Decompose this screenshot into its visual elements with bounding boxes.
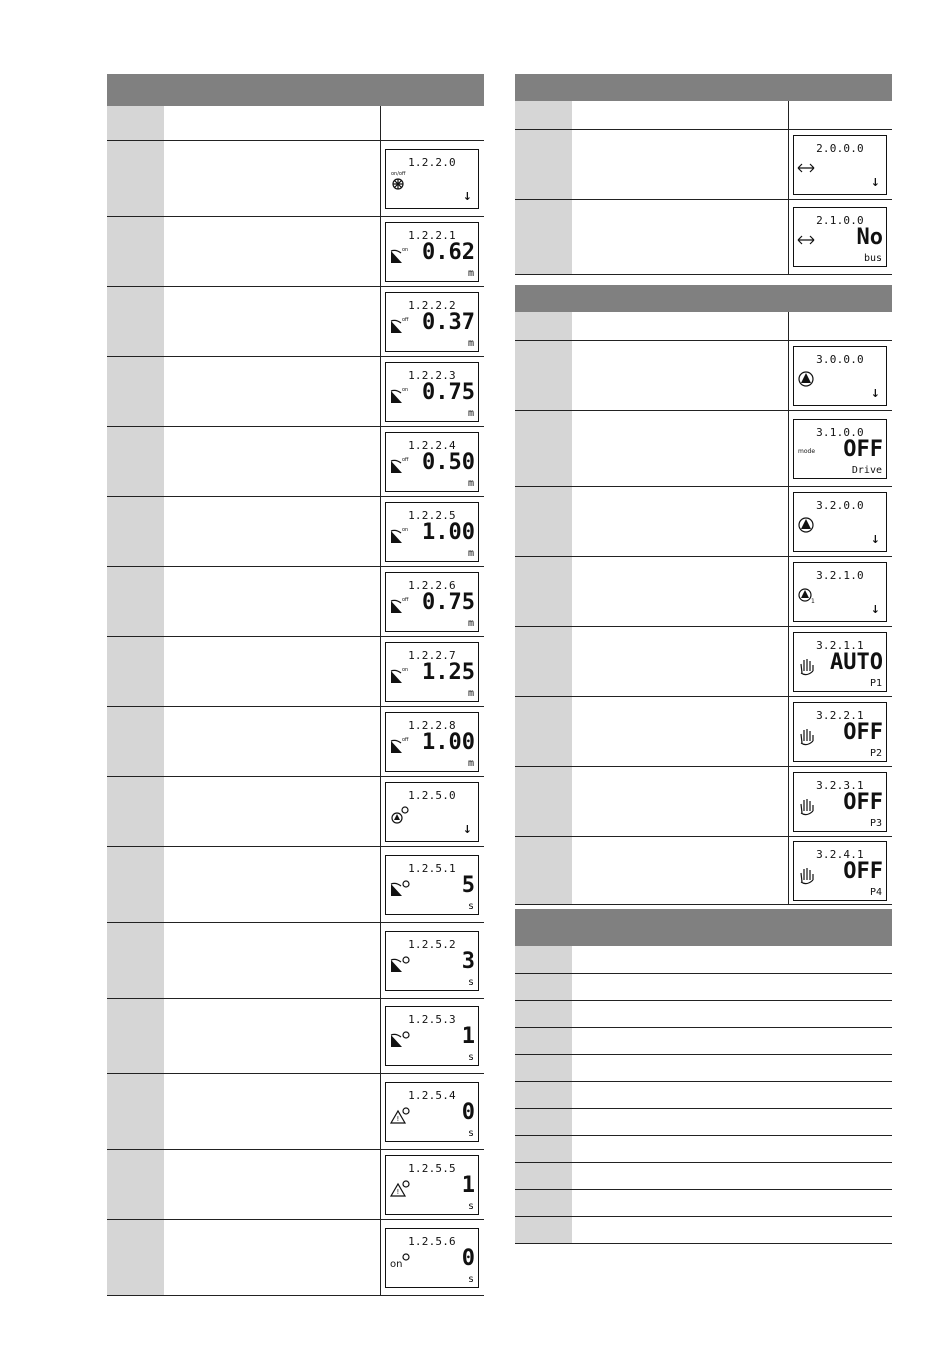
- alarm-timer-icon: [388, 1103, 412, 1127]
- menu-code: 3.0.0.0: [816, 353, 864, 366]
- display-column-cell: [380, 1220, 381, 1295]
- table-column-header-row: [107, 106, 484, 141]
- number-column-cell: [515, 200, 572, 274]
- display-value: 0.62: [422, 240, 475, 265]
- table-header-bar: [515, 74, 892, 101]
- lcd-display: [793, 419, 887, 479]
- display-unit: m: [467, 688, 474, 699]
- svg-text:on/off: on/off: [391, 171, 406, 177]
- level-off-icon: [388, 313, 412, 337]
- pump-icon: [796, 513, 820, 537]
- menu-code: 1.2.2.1: [408, 229, 456, 242]
- display-column-cell: [788, 312, 789, 340]
- number-column-cell: [107, 217, 164, 286]
- table-row: [515, 1082, 892, 1109]
- display-unit: m: [467, 548, 474, 559]
- lcd-display: [385, 712, 479, 772]
- display-column-cell: [380, 287, 381, 356]
- menu-code: 3.2.1.1: [816, 639, 864, 652]
- table-column-header-row: [515, 312, 892, 341]
- number-column-cell: [515, 411, 572, 486]
- lcd-display: [385, 362, 479, 422]
- display-label: mode: [798, 448, 816, 455]
- display-unit: s: [467, 1201, 474, 1212]
- right-menu-table-bus: [515, 74, 892, 275]
- table-row: [515, 627, 892, 697]
- svg-text:!: !: [396, 1115, 400, 1123]
- lcd-display: [793, 632, 887, 692]
- table-row: [107, 567, 484, 637]
- menu-code: 1.2.5.6: [408, 1235, 456, 1248]
- number-column-cell: [107, 923, 164, 998]
- number-column-cell: [515, 341, 572, 410]
- table-row: [515, 200, 892, 275]
- display-value: 0.50: [422, 450, 475, 475]
- table-row: [515, 1217, 892, 1244]
- table-row: [107, 847, 484, 923]
- svg-text:on: on: [402, 247, 409, 253]
- number-column-cell: [107, 1150, 164, 1219]
- lcd-display: [385, 149, 479, 209]
- hand-icon: [796, 653, 820, 677]
- number-column-cell: [107, 847, 164, 922]
- table-row: [515, 837, 892, 905]
- number-column-cell: [515, 487, 572, 556]
- menu-code: 3.2.0.0: [816, 499, 864, 512]
- svg-text:off: off: [402, 597, 409, 603]
- table-row: [107, 287, 484, 357]
- table-row: [107, 999, 484, 1074]
- menu-code: 3.1.0.0: [816, 426, 864, 439]
- menu-code: 3.2.4.1: [816, 848, 864, 861]
- level-off-1-icon: [388, 453, 412, 477]
- display-column-cell: [380, 567, 381, 636]
- display-column-cell: [380, 141, 381, 216]
- table-row: [107, 1074, 484, 1150]
- menu-code: 1.2.5.3: [408, 1013, 456, 1026]
- on-off-icon: [388, 170, 412, 194]
- right-empty-table: [515, 909, 892, 1244]
- lcd-display: [385, 292, 479, 352]
- table-row: [515, 557, 892, 627]
- display-value: 0.37: [422, 310, 475, 335]
- display-column-cell: [380, 106, 381, 140]
- table-row: [515, 1001, 892, 1028]
- menu-code: 3.2.1.0: [816, 569, 864, 582]
- menu-code: 3.2.2.1: [816, 709, 864, 722]
- number-column-cell: [107, 141, 164, 216]
- display-column-cell: [788, 411, 789, 486]
- display-unit: m: [467, 618, 474, 629]
- display-value: 0: [461, 1100, 475, 1125]
- svg-text:off: off: [402, 317, 409, 323]
- number-column-cell: [515, 1028, 572, 1054]
- number-column-cell: [515, 837, 572, 904]
- display-unit: P2: [869, 748, 882, 759]
- table-row: [107, 141, 484, 217]
- table-row: [515, 341, 892, 411]
- display-column-cell: [380, 217, 381, 286]
- level-on-1-icon: [388, 383, 412, 407]
- lcd-display: [385, 1006, 479, 1066]
- alarm-timer-icon: [388, 1176, 412, 1200]
- display-unit: P1: [869, 678, 882, 689]
- level-off-2-icon: [388, 593, 412, 617]
- display-value: AUTO: [830, 650, 883, 675]
- menu-code: 1.2.5.5: [408, 1162, 456, 1175]
- table-row: [107, 923, 484, 999]
- hand-icon: [796, 862, 820, 886]
- number-column-cell: [515, 557, 572, 626]
- menu-code: 1.2.5.0: [408, 789, 456, 802]
- menu-code: 1.2.5.4: [408, 1089, 456, 1102]
- level-on-icon: [388, 243, 412, 267]
- down-arrow-icon: ↓: [870, 387, 880, 400]
- display-value: 1: [461, 1024, 475, 1049]
- lcd-display: [793, 492, 887, 552]
- level-timer-icon: [388, 1027, 412, 1051]
- menu-code: 1.2.5.2: [408, 938, 456, 951]
- display-value: 1: [461, 1173, 475, 1198]
- number-column-cell: [107, 567, 164, 636]
- display-column-cell: [788, 627, 789, 696]
- display-column-cell: [380, 1150, 381, 1219]
- display-column-cell: [788, 767, 789, 836]
- display-column-cell: [788, 557, 789, 626]
- display-unit: bus: [863, 253, 882, 264]
- lcd-display: [793, 346, 887, 406]
- menu-code: 3.2.3.1: [816, 779, 864, 792]
- display-unit: s: [467, 977, 474, 988]
- display-value: No: [856, 225, 883, 250]
- menu-code: 1.2.2.7: [408, 649, 456, 662]
- table-row: [515, 946, 892, 974]
- menu-code: 1.2.2.2: [408, 299, 456, 312]
- display-column-cell: [380, 847, 381, 922]
- display-value: OFF: [843, 437, 883, 462]
- display-unit: m: [467, 408, 474, 419]
- display-column-cell: [380, 999, 381, 1073]
- number-column-cell: [107, 707, 164, 776]
- lcd-display: [385, 931, 479, 991]
- bus-arrows-icon: [796, 228, 820, 252]
- display-unit: s: [467, 1274, 474, 1285]
- svg-text:on: on: [402, 387, 409, 393]
- display-column-cell: [788, 837, 789, 904]
- menu-code: 1.2.2.6: [408, 579, 456, 592]
- number-column-cell: [515, 627, 572, 696]
- display-value: 0.75: [422, 380, 475, 405]
- display-column-cell: [380, 357, 381, 426]
- lcd-display: [385, 1228, 479, 1288]
- table-row: [107, 357, 484, 427]
- menu-code: 2.1.0.0: [816, 214, 864, 227]
- display-value: OFF: [843, 790, 883, 815]
- table-row: [515, 974, 892, 1001]
- number-column-cell: [515, 1163, 572, 1189]
- table-row: [515, 1136, 892, 1163]
- table-row: [515, 697, 892, 767]
- lcd-display: [793, 702, 887, 762]
- table-column-header-row: [515, 101, 892, 130]
- table-row: [515, 130, 892, 200]
- pump-timer-icon: [388, 803, 412, 827]
- level-on-2-icon: [388, 523, 412, 547]
- number-column-cell: [107, 357, 164, 426]
- menu-code: 1.2.2.0: [408, 156, 456, 169]
- table-header-bar: [107, 74, 484, 106]
- lcd-display: [385, 782, 479, 842]
- menu-code: 1.2.2.8: [408, 719, 456, 732]
- lcd-display: [793, 772, 887, 832]
- display-unit: m: [467, 478, 474, 489]
- display-column-cell: [380, 707, 381, 776]
- number-column-cell: [107, 637, 164, 706]
- number-column-cell: [515, 1055, 572, 1081]
- display-column-cell: [380, 777, 381, 846]
- menu-code: 1.2.2.4: [408, 439, 456, 452]
- menu-code: 1.2.5.1: [408, 862, 456, 875]
- display-unit: P4: [869, 887, 882, 898]
- table-row: [515, 1190, 892, 1217]
- display-value: 1.00: [422, 730, 475, 755]
- table-row: [107, 637, 484, 707]
- lcd-display: [385, 502, 479, 562]
- level-off-3-icon: [388, 733, 412, 757]
- number-column-cell: [107, 1074, 164, 1149]
- number-column-cell: [515, 946, 572, 973]
- svg-text:on: on: [402, 527, 409, 533]
- table-row: [515, 1028, 892, 1055]
- display-value: 5: [461, 873, 475, 898]
- number-column-cell: [107, 1220, 164, 1295]
- number-column-cell: [515, 1082, 572, 1108]
- display-unit: P3: [869, 818, 882, 829]
- display-value: OFF: [843, 720, 883, 745]
- table-header-bar: [515, 285, 892, 312]
- number-column-cell: [515, 767, 572, 836]
- display-column-cell: [380, 427, 381, 496]
- number-column-cell: [515, 101, 572, 129]
- down-arrow-icon: ↓: [462, 190, 472, 203]
- display-unit: s: [467, 1128, 474, 1139]
- lcd-display: [793, 207, 887, 267]
- display-column-cell: [380, 923, 381, 998]
- display-column-cell: [788, 341, 789, 410]
- svg-text:off: off: [402, 737, 409, 743]
- number-column-cell: [107, 287, 164, 356]
- number-column-cell: [107, 106, 164, 140]
- number-column-cell: [515, 1190, 572, 1216]
- number-column-cell: [515, 1109, 572, 1135]
- table-row: [107, 497, 484, 567]
- display-unit: m: [467, 268, 474, 279]
- table-row: [515, 411, 892, 487]
- lcd-display: [385, 642, 479, 702]
- number-column-cell: [107, 999, 164, 1073]
- table-row: [515, 1055, 892, 1082]
- display-column-cell: [788, 130, 789, 199]
- number-column-cell: [515, 312, 572, 340]
- svg-text:on: on: [402, 667, 409, 673]
- table-header-bar: [515, 909, 892, 946]
- display-column-cell: [788, 487, 789, 556]
- table-row: [107, 427, 484, 497]
- number-column-cell: [107, 427, 164, 496]
- display-unit: m: [467, 758, 474, 769]
- display-column-cell: [788, 697, 789, 766]
- lcd-display: [793, 562, 887, 622]
- down-arrow-icon: ↓: [870, 533, 880, 546]
- display-unit: s: [467, 901, 474, 912]
- table-row: [515, 1163, 892, 1190]
- lcd-display: [385, 432, 479, 492]
- table-row: [107, 1220, 484, 1296]
- menu-code: 1.2.2.5: [408, 509, 456, 522]
- display-column-cell: [380, 637, 381, 706]
- display-column-cell: [380, 1074, 381, 1149]
- display-column-cell: [788, 200, 789, 274]
- display-value: 3: [461, 949, 475, 974]
- display-unit: Drive: [851, 465, 882, 476]
- down-arrow-icon: ↓: [870, 176, 880, 189]
- lcd-display: [385, 1155, 479, 1215]
- table-row: [515, 767, 892, 837]
- display-value: OFF: [843, 859, 883, 884]
- display-value: 1.00: [422, 520, 475, 545]
- down-arrow-icon: ↓: [462, 823, 472, 836]
- hand-icon: [796, 723, 820, 747]
- display-label: on: [390, 1259, 403, 1270]
- left-menu-table: [107, 74, 484, 1296]
- lcd-display: [385, 572, 479, 632]
- number-column-cell: [515, 1001, 572, 1027]
- menu-code: 1.2.2.3: [408, 369, 456, 382]
- number-column-cell: [515, 974, 572, 1000]
- svg-text:!: !: [396, 1188, 400, 1196]
- display-column-cell: [380, 497, 381, 566]
- number-column-cell: [515, 1217, 572, 1243]
- table-row: [107, 217, 484, 287]
- pump-icon: [796, 367, 820, 391]
- number-column-cell: [107, 777, 164, 846]
- number-column-cell: [515, 130, 572, 199]
- number-column-cell: [107, 497, 164, 566]
- level-timer-icon: [388, 952, 412, 976]
- level-timer-icon: [388, 876, 412, 900]
- bus-arrows-icon: [796, 156, 820, 180]
- number-column-cell: [515, 1136, 572, 1162]
- table-row: [107, 707, 484, 777]
- right-menu-table-pumps: [515, 285, 892, 905]
- lcd-display: [385, 1082, 479, 1142]
- level-on-3-icon: [388, 663, 412, 687]
- table-row: [107, 1150, 484, 1220]
- display-unit: m: [467, 338, 474, 349]
- down-arrow-icon: ↓: [870, 603, 880, 616]
- display-unit: s: [467, 1052, 474, 1063]
- pump-1-icon: [796, 583, 820, 607]
- display-value: 0: [461, 1246, 475, 1271]
- svg-text:1: 1: [811, 598, 815, 605]
- table-row: [515, 1109, 892, 1136]
- display-column-cell: [788, 101, 789, 129]
- hand-icon: [796, 793, 820, 817]
- display-value: 0.75: [422, 590, 475, 615]
- table-row: [107, 777, 484, 847]
- svg-text:off: off: [402, 457, 409, 463]
- display-value: 1.25: [422, 660, 475, 685]
- table-row: [515, 487, 892, 557]
- lcd-display: [385, 222, 479, 282]
- number-column-cell: [515, 697, 572, 766]
- lcd-display: [793, 841, 887, 901]
- menu-code: 2.0.0.0: [816, 142, 864, 155]
- lcd-display: [793, 135, 887, 195]
- lcd-display: [385, 855, 479, 915]
